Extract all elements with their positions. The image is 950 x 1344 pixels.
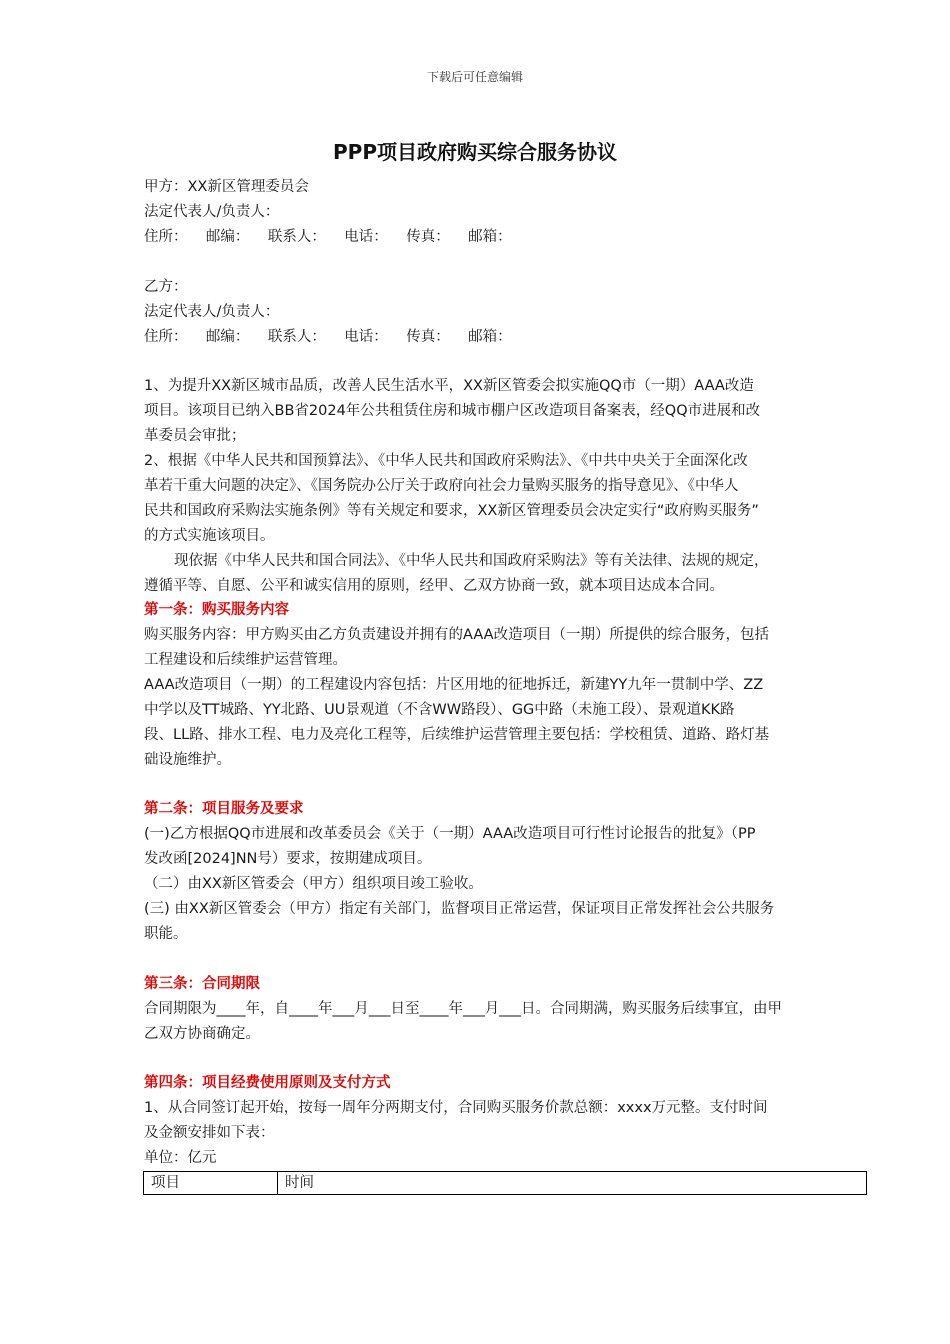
party-a-name: 甲方：XX新区管理委员会 (144, 179, 309, 195)
article-4-heading: 第四条：项目经费使用原则及支付方式 (144, 1075, 391, 1091)
article-1-heading: 第一条：购买服务内容 (144, 602, 289, 618)
article-2-line: (三) 由XX新区管委会（甲方）指定有关部门，监督项目正常运营，保证项目正常发挥社会公共服务 (144, 901, 775, 917)
article-1-line: 中学以及TT城路、YY北路、UU景观道（不含WW路段）、GG中路（未施工段）、景观道KK路 (144, 702, 735, 718)
party-a-representative: 法定代表人/负责人： (144, 204, 280, 220)
article-1-line: AAA改造项目（一期）的工程建设内容包括：片区用地的征地拆迁，新建YY九年一贯制中学、ZZ (144, 677, 764, 693)
party-b-representative: 法定代表人/负责人： (144, 304, 280, 320)
article-2-line: 职能。 (144, 926, 188, 942)
table-header-cell: 时间 (278, 1172, 867, 1195)
article-2-line: (一)乙方根据QQ市进展和改革委员会《关于（一期）AAA改造项目可行性讨论报告的批复》（PP (144, 826, 756, 842)
article-2-line: 发改函[2024]NN号）要求，按期建成项目。 (144, 851, 432, 867)
article-3-line: 乙双方协商确定。 (144, 1026, 260, 1042)
article-3-heading: 第三条：合同期限 (144, 976, 260, 992)
intro-line: 项目。该项目已纳入BB省2024年公共租赁住房和城市棚户区改造项目备案表，经QQ市进展和改 (144, 403, 761, 419)
intro-line: 1、为提升XX新区城市品质，改善人民生活水平，XX新区管委会拟实施QQ市（一期）AAA改造 (144, 378, 754, 394)
article-3-line: 合同期限为____年，自____年___月___日至____年___月___日。合同期满，购买服务后续事宜，由甲 (144, 1001, 782, 1017)
document-title: PPP项目政府购买综合服务协议 (333, 140, 617, 164)
intro-line: 革委员会审批； (144, 428, 246, 444)
intro-line: 革若干重大问题的决定》、《国务院办公厅关于政府向社会力量购买服务的指导意见》、《中华人 (144, 478, 739, 494)
table-header-cell: 项目 (144, 1172, 278, 1195)
article-4-line: 1、从合同签订起开始，按每一周年分两期支付，合同购买服务价款总额：xxxx万元整。支付时间 (144, 1100, 768, 1116)
article-1-line: 工程建设和后续维护运营管理。 (144, 652, 347, 668)
intro-line: 的方式实施该项目。 (144, 528, 275, 544)
party-b-contact: 住所： 邮编： 联系人： 电话： 传真： 邮箱： (144, 329, 512, 345)
article-2-heading: 第二条：项目服务及要求 (144, 801, 304, 817)
article-1-line: 础设施维护。 (144, 752, 231, 768)
page-header: 下载后可任意编辑 (426, 70, 523, 84)
intro-line: 民共和国政府采购法实施条例》等有关规定和要求，XX新区管理委员会决定实行“政府购买服务” (144, 503, 759, 519)
intro-line: 2、根据《中华人民共和国预算法》、《中华人民共和国政府采购法》、《中共中央关于全面深化改 (144, 453, 748, 469)
party-a-contact: 住所： 邮编： 联系人： 电话： 传真： 邮箱： (144, 229, 512, 245)
basis-line: 遵循平等、自愿、公平和诚实信用的原则，经甲、乙双方协商一致，就本项目达成本合同。 (144, 578, 724, 594)
article-4-line: 及金额安排如下表： (144, 1125, 275, 1141)
unit-label: 单位：亿元 (144, 1150, 217, 1166)
payment-schedule-table (143, 1171, 867, 1195)
table-header-row (144, 1172, 867, 1195)
party-b-name: 乙方： (144, 279, 188, 295)
article-2-line: （二）由XX新区管委会（甲方）组织项目竣工验收。 (144, 876, 483, 892)
article-1-line: 段、LL路、排水工程、电力及亮化工程等，后续维护运营管理主要包括：学校租赁、道路、路灯基 (144, 727, 770, 743)
basis-line: 现依据《中华人民共和国合同法》、《中华人民共和国政府采购法》等有关法律、法规的规定， (174, 553, 769, 569)
article-1-line: 购买服务内容：甲方购买由乙方负责建设并拥有的AAA改造项目（一期）所提供的综合服务，包括 (144, 627, 770, 643)
